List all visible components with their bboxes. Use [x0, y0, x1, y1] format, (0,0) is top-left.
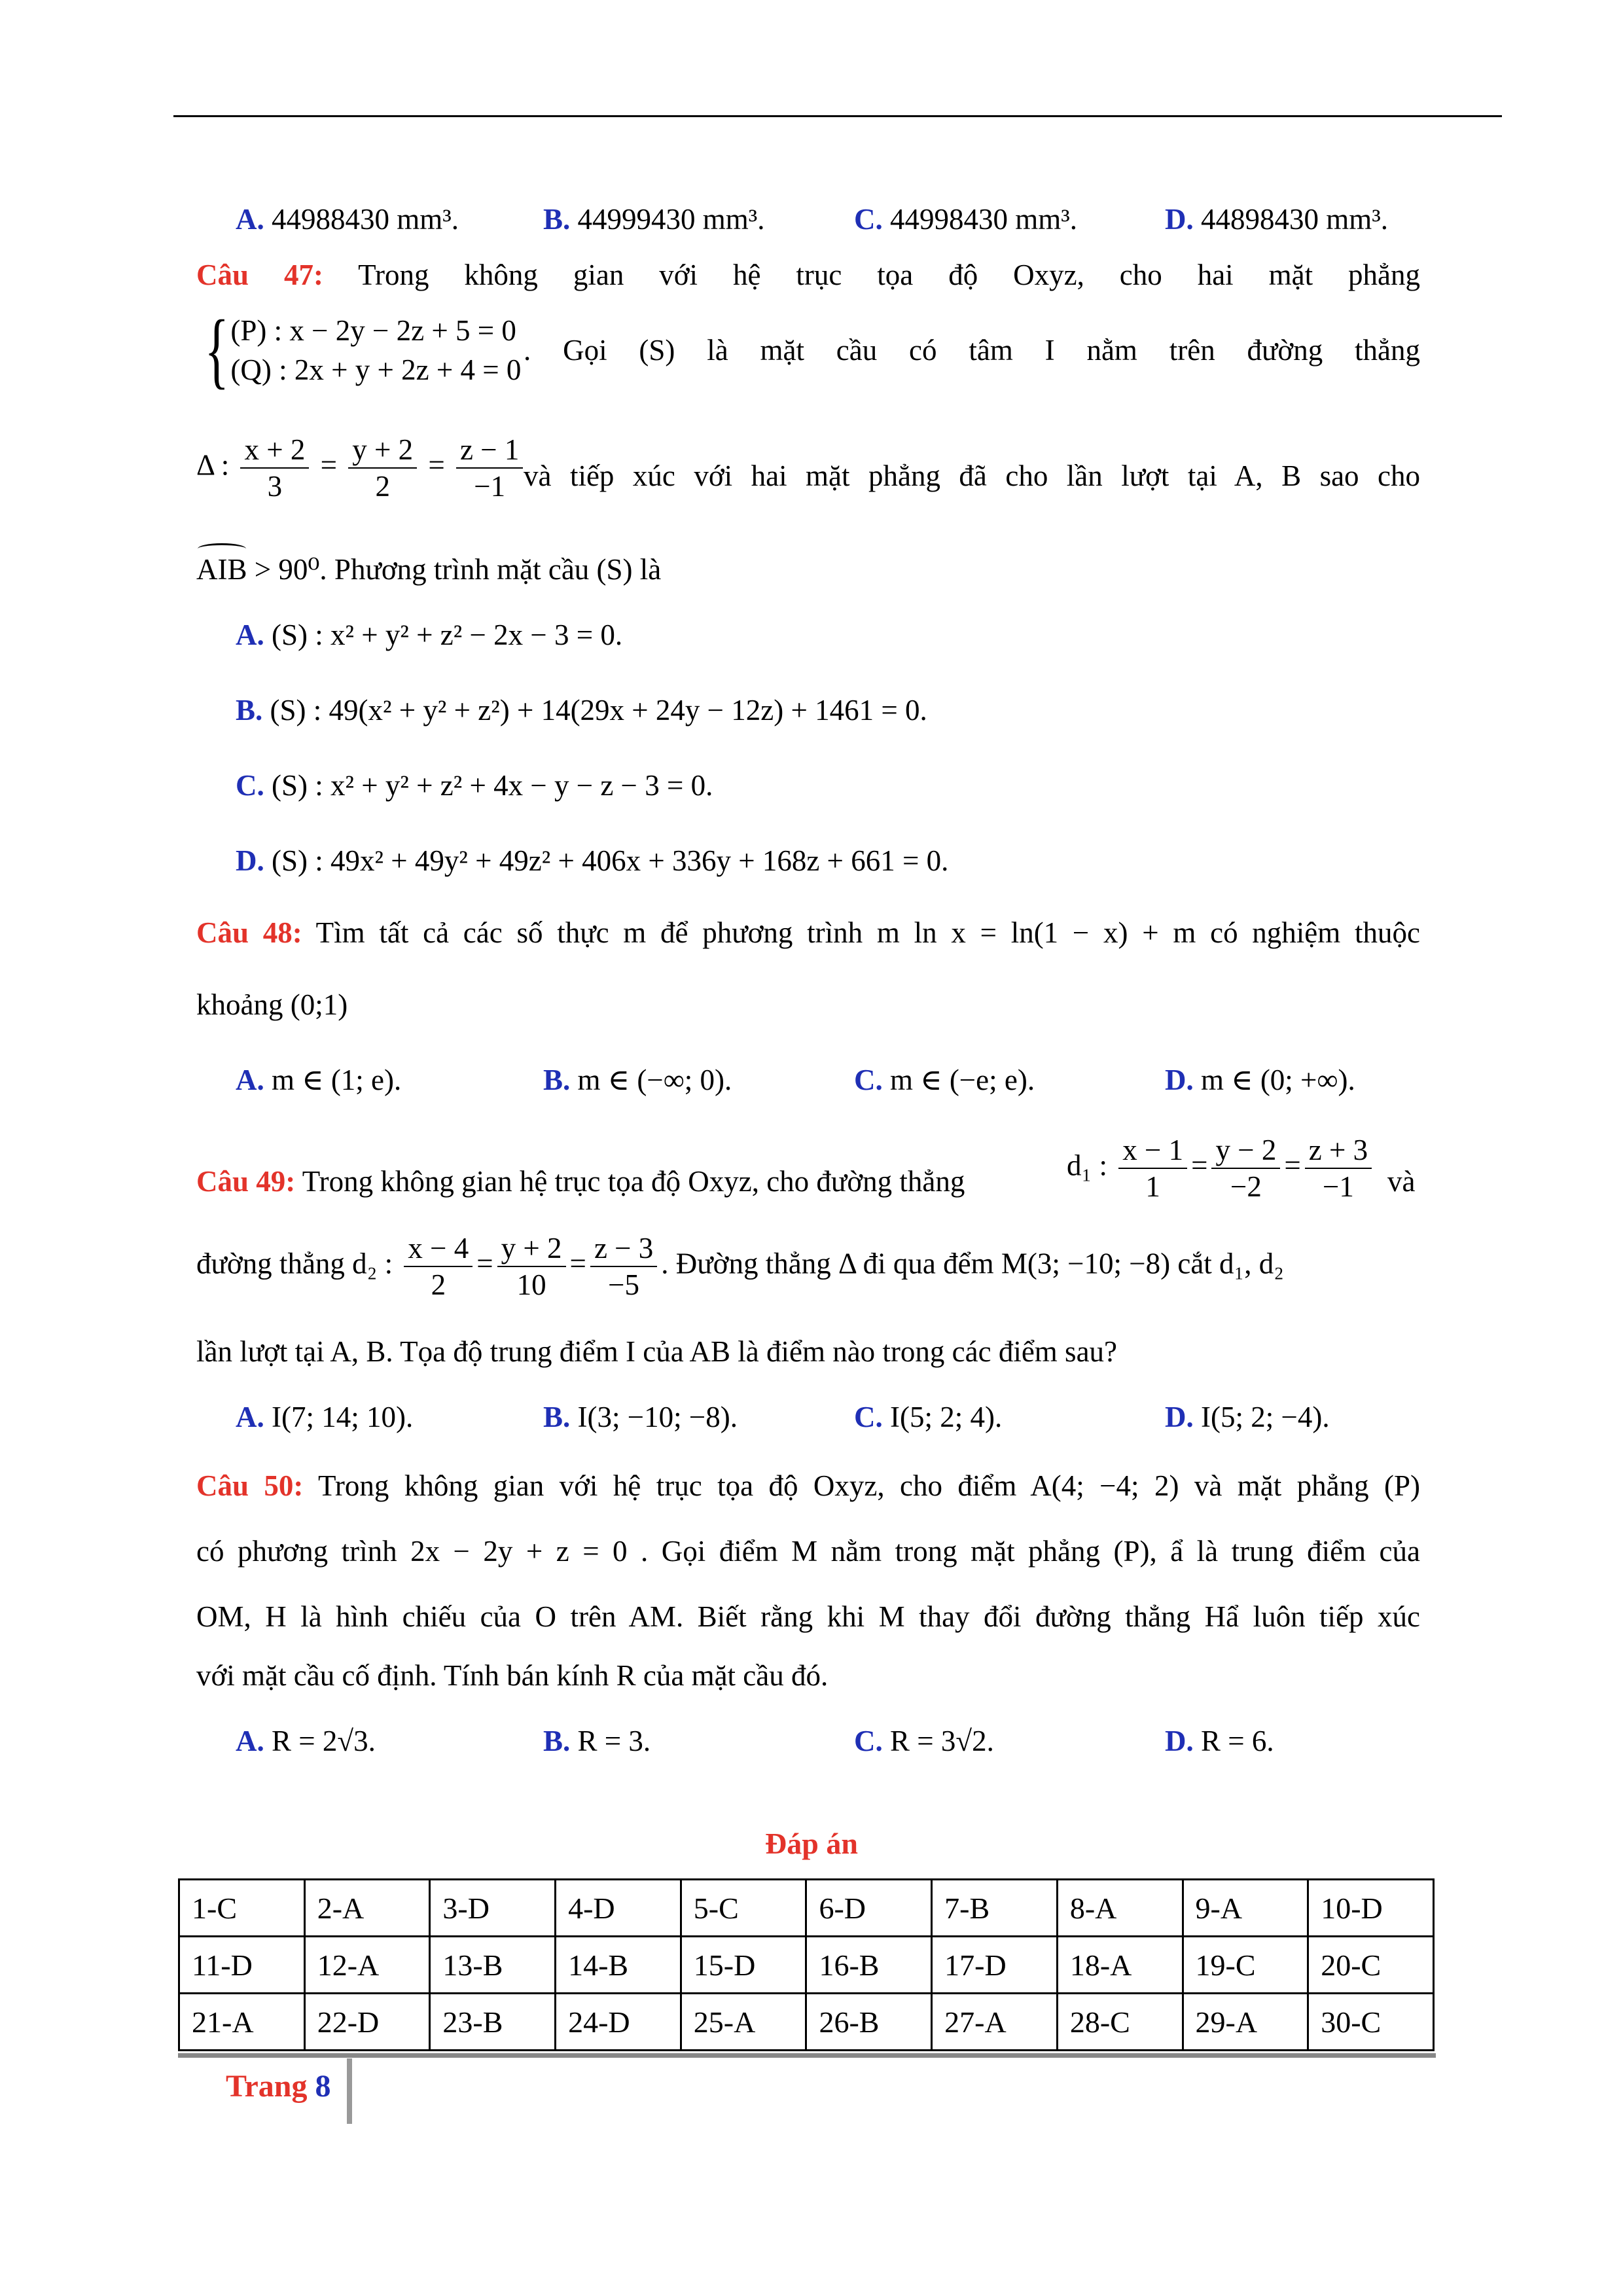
q46-c-label: C. — [854, 203, 883, 236]
delta-frac-z — [456, 432, 523, 504]
answer-cell: 11-D — [179, 1937, 305, 1994]
q47-b-label: B. — [236, 694, 263, 726]
q50-b-text: R = 3. — [577, 1725, 651, 1757]
q50-c-text: R = 3√2. — [890, 1725, 994, 1757]
frac-num: x − 1 — [1118, 1132, 1187, 1169]
q49-line2: đường thẳng d₂ : $\frac{x - 4}{2}$ = $\frac{y + 2}{10}$ = $\frac{z - 3}{-5}$ . Đường thẳng Δ đi qua đểm M(3; −10; −8) cắt d₁, d₂ — [196, 1232, 1284, 1301]
frac-den: 1 — [1145, 1170, 1160, 1203]
page-word: Trang — [226, 2069, 308, 2104]
delta-label: Δ : — [196, 448, 230, 482]
q48-b-text: m ∈ (−∞; 0). — [577, 1064, 732, 1096]
answer-cell: 15-D — [681, 1937, 806, 1994]
d1-frac-z — [1305, 1132, 1372, 1204]
q49-text1: Trong không gian hệ trục tọa độ Oxyz, cho đường thẳng — [302, 1165, 965, 1198]
q47-a-text: (S) : x² + y² + z² − 2x − 3 = 0. — [272, 619, 623, 651]
q47-text2: . Gọi (S) là mặt cầu có tâm I nằm trên đường thẳng — [524, 334, 1420, 367]
frac-den: 2 — [431, 1268, 446, 1301]
table-row — [179, 1937, 1434, 1994]
answers-title: Đáp án — [765, 1827, 858, 1860]
q50-c-label: C. — [854, 1725, 883, 1757]
answer-cell: 14-B — [556, 1937, 681, 1994]
q49-label: Câu 49: — [196, 1165, 296, 1198]
q47-text4: > 90⁰. Phương trình mặt cầu (S) là — [247, 553, 662, 586]
answer-cell: 30-C — [1308, 1994, 1434, 2051]
q49-a-label: A. — [236, 1401, 264, 1433]
answer-cell: 7-B — [932, 1880, 1058, 1937]
answer-cell: 17-D — [932, 1937, 1058, 1994]
q46-c-text: 44998430 mm³. — [890, 203, 1077, 236]
answer-cell: 3-D — [430, 1880, 556, 1937]
answer-cell: 9-A — [1183, 1880, 1308, 1937]
answer-cell: 8-A — [1057, 1880, 1183, 1937]
d2-frac-y — [497, 1230, 566, 1302]
q47-label: Câu 47: — [196, 259, 323, 291]
answer-table — [178, 1878, 1435, 2051]
q50-a-text: R = 2√3. — [272, 1725, 376, 1757]
answer-cell: 21-A — [179, 1994, 305, 2051]
q48-line1 — [196, 913, 1420, 952]
q49-c-text: I(5; 2; 4). — [890, 1401, 1003, 1433]
q47-option-a — [236, 615, 622, 655]
q46-a-text: 44988430 mm³. — [272, 203, 459, 236]
answer-cell: 4-D — [556, 1880, 681, 1937]
q50-line3: OM, H là hình chiếu của O trên AM. Biết rằng khi M thay đổi đường thẳng Hẩ luôn tiếp xúc — [196, 1600, 1420, 1633]
answer-cell: 2-A — [304, 1880, 430, 1937]
q47-b-text: (S) : 49(x² + y² + z²) + 14(29x + 24y − 12z) + 1461 = 0. — [270, 694, 927, 726]
delta-frac-y — [348, 432, 417, 504]
answer-cell: 1-C — [179, 1880, 305, 1937]
answer-cell: 29-A — [1183, 1994, 1308, 2051]
q49-va: và — [1387, 1165, 1416, 1198]
q47-d-label: D. — [236, 844, 264, 877]
frac-den: −5 — [608, 1268, 640, 1301]
table-row — [179, 1880, 1434, 1937]
q48-label: Câu 48: — [196, 916, 302, 949]
q48-d-text: m ∈ (0; +∞). — [1201, 1064, 1355, 1096]
q47-a-label: A. — [236, 619, 264, 651]
q47-line2 — [196, 303, 1420, 397]
q47-c-text: (S) : x² + y² + z² + 4x − y − z − 3 = 0. — [272, 769, 713, 802]
footer-rule — [178, 2053, 1436, 2058]
q48-c-text: m ∈ (−e; e). — [890, 1064, 1035, 1096]
q47-option-d — [236, 841, 948, 880]
q47-text3: và tiếp xúc với hai mặt phẳng đã cho lần lượt tại A, B sao cho — [524, 459, 1420, 492]
frac-num: z − 1 — [456, 432, 523, 469]
q47-option-c — [236, 766, 713, 805]
q47-text1: Trong không gian với hệ trục tọa độ Oxyz, cho hai mặt phẳng — [358, 259, 1420, 291]
answer-cell: 24-D — [556, 1994, 681, 2051]
frac-den: 3 — [267, 470, 283, 503]
q47-line3: Δ : $\frac{x + 2}{3}$ = $\frac{y + 2}{2}$ = $\frac{z - 1}{-1}$ và tiếp xúc với hai mặt phẳng đã cho lần lượt tại A, B sao cho — [196, 433, 1420, 503]
q50-label: Câu 50: — [196, 1469, 304, 1502]
answer-cell: 16-B — [806, 1937, 932, 1994]
plane-q: (Q) : 2x + y + 2z + 4 = 0 — [230, 353, 522, 386]
frac-num: z − 3 — [590, 1230, 657, 1267]
q49-line3: lần lượt tại A, B. Tọa độ trung điểm I của AB là điểm nào trong các điểm sau? — [196, 1335, 1118, 1368]
q50-b-label: B. — [543, 1725, 571, 1757]
answer-cell: 19-C — [1183, 1937, 1308, 1994]
q49-d-text: I(5; 2; −4). — [1201, 1401, 1330, 1433]
q49-c-label: C. — [854, 1401, 883, 1433]
q46-d-label: D. — [1165, 203, 1194, 236]
q47-c-label: C. — [236, 769, 264, 802]
header-rule — [173, 115, 1502, 117]
answer-cell: 25-A — [681, 1994, 806, 2051]
q50-line4: với mặt cầu cố định. Tính bán kính R của mặt cầu đó. — [196, 1659, 829, 1692]
d1-frac-y — [1211, 1132, 1280, 1204]
plane-system — [230, 311, 521, 389]
answer-cell: 12-A — [304, 1937, 430, 1994]
answer-cell: 28-C — [1057, 1994, 1183, 2051]
footer-divider — [347, 2058, 352, 2124]
q47-d-text: (S) : 49x² + 49y² + 49z² + 406x + 336y + 168z + 661 = 0. — [272, 844, 949, 877]
q48-d-label: D. — [1165, 1064, 1194, 1096]
d2-label: d₂ : — [352, 1247, 393, 1280]
d2-frac-x — [404, 1230, 473, 1302]
answer-cell: 27-A — [932, 1994, 1058, 2051]
frac-num: x − 4 — [404, 1230, 473, 1267]
q50-line2: có phương trình 2x − 2y + z = 0 . Gọi điểm M nằm trong mặt phẳng (P), ẩ là trung điểm của — [196, 1535, 1420, 1568]
q47-line1 — [196, 255, 1420, 295]
q47-line4 — [196, 550, 661, 589]
q50-d-label: D. — [1165, 1725, 1194, 1757]
answer-cell: 13-B — [430, 1937, 556, 1994]
q49-text2b: . Đường thẳng Δ đi qua đểm M(3; −10; −8) cắt d₁, d₂ — [661, 1247, 1284, 1280]
answer-cell: 6-D — [806, 1880, 932, 1937]
table-row — [179, 1994, 1434, 2051]
q46-b-text: 44999430 mm³. — [577, 203, 765, 236]
d1-frac-x — [1118, 1132, 1187, 1204]
q49-b-label: B. — [543, 1401, 571, 1433]
frac-den: −1 — [474, 470, 506, 503]
delta-frac-x — [240, 432, 309, 504]
q50-line1 — [196, 1466, 1420, 1505]
frac-num: z + 3 — [1305, 1132, 1372, 1169]
frac-den: −1 — [1323, 1170, 1354, 1203]
answer-cell: 10-D — [1308, 1880, 1434, 1937]
frac-num: y + 2 — [497, 1230, 566, 1267]
q46-d-text: 44898430 mm³. — [1201, 203, 1388, 236]
answer-cell: 20-C — [1308, 1937, 1434, 1994]
page-num: 8 — [315, 2069, 331, 2104]
q50-text1: Trong không gian với hệ trục tọa độ Oxyz, cho điểm A(4; −4; 2) và mặt phẳng (P) — [318, 1469, 1421, 1502]
angle-aib: AIB — [196, 550, 247, 589]
q48-b-label: B. — [543, 1064, 571, 1096]
answer-cell: 22-D — [304, 1994, 430, 2051]
q48-text1: Tìm tất cả các số thực m để phương trình m ln x = ln(1 − x) + m có nghiệm thuộc — [315, 916, 1420, 949]
frac-den: −2 — [1230, 1170, 1262, 1203]
q49-text2a: đường thẳng — [196, 1247, 345, 1280]
q48-c-label: C. — [854, 1064, 883, 1096]
answer-cell: 18-A — [1057, 1937, 1183, 1994]
q48-a-label: A. — [236, 1064, 264, 1096]
d1-equation: d₁ : $\frac{x - 1}{1}$ = $\frac{y - 2}{-2}$ = $\frac{z + 3}{-1}$ — [1067, 1132, 1376, 1204]
system-brace: { — [204, 303, 229, 397]
q50-d-text: R = 6. — [1201, 1725, 1274, 1757]
q50-a-label: A. — [236, 1725, 264, 1757]
page-number — [226, 2068, 330, 2104]
answer-cell: 23-B — [430, 1994, 556, 2051]
q49-a-text: I(7; 14; 10). — [272, 1401, 414, 1433]
frac-num: y − 2 — [1211, 1132, 1280, 1169]
q47-option-b — [236, 691, 927, 730]
answer-cell: 5-C — [681, 1880, 806, 1937]
d2-frac-z — [590, 1230, 657, 1302]
q46-a-label: A. — [236, 203, 264, 236]
plane-p: (P) : x − 2y − 2z + 5 = 0 — [230, 314, 516, 347]
frac-num: x + 2 — [240, 432, 309, 469]
q46-b-label: B. — [543, 203, 571, 236]
frac-den: 2 — [375, 470, 390, 503]
d1-label: d₁ : — [1067, 1149, 1107, 1182]
q49-d-label: D. — [1165, 1401, 1194, 1433]
frac-num: y + 2 — [348, 432, 417, 469]
frac-den: 10 — [516, 1268, 546, 1301]
q48-line2: khoảng (0;1) — [196, 988, 348, 1021]
answer-cell: 26-B — [806, 1994, 932, 2051]
q49-b-text: I(3; −10; −8). — [577, 1401, 738, 1433]
q48-a-text: m ∈ (1; e). — [272, 1064, 402, 1096]
